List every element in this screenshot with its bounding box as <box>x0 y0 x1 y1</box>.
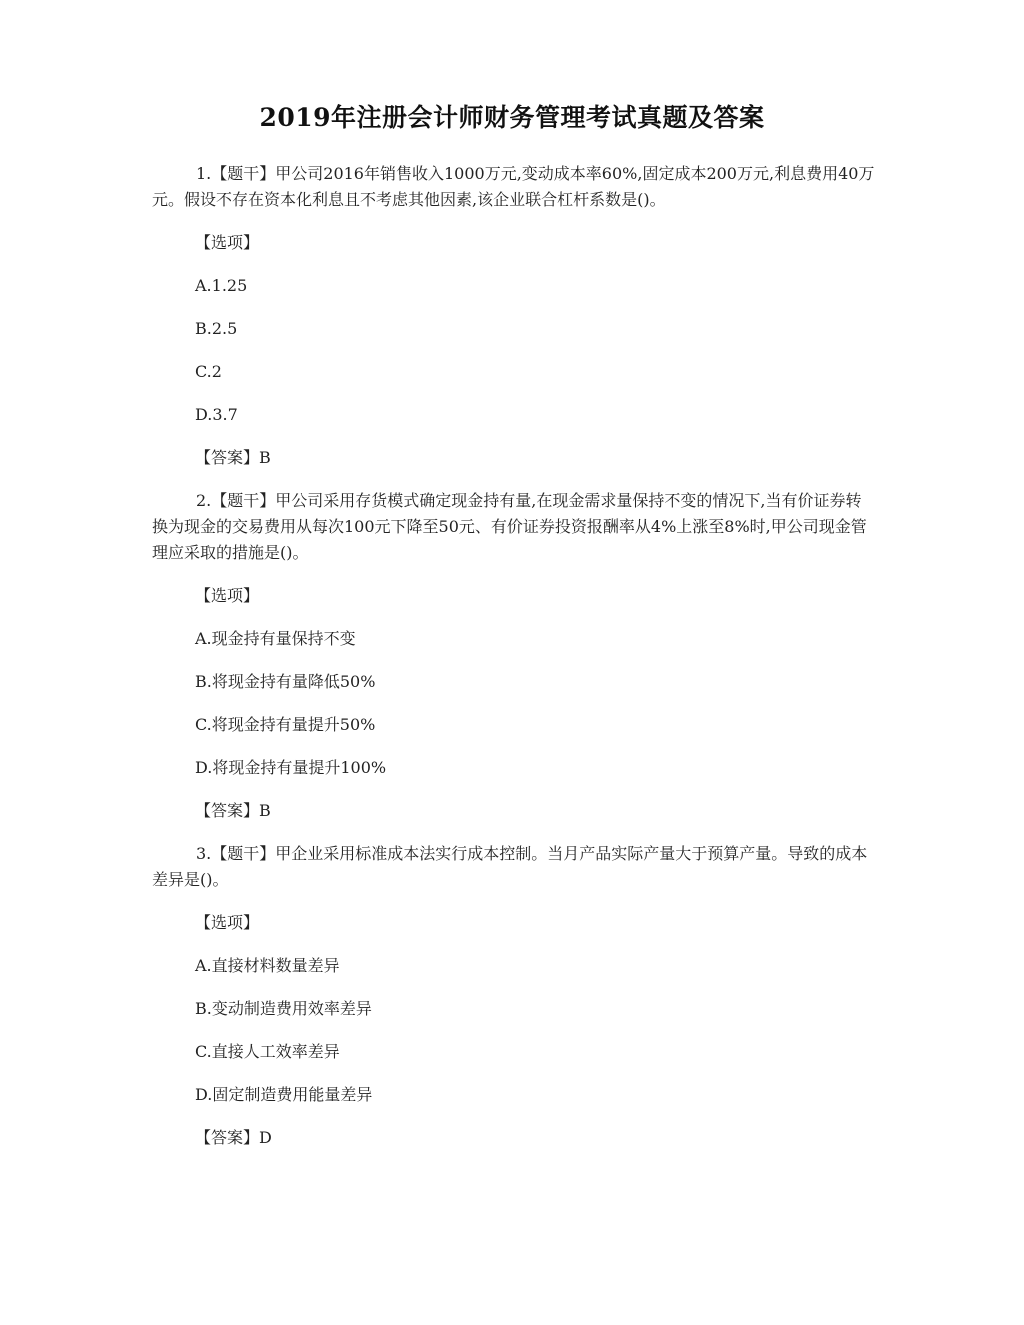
question-2-option-a: A.现金持有量保持不变 <box>195 629 356 648</box>
question-2-stem: 2.【题干】甲公司采用存货模式确定现金持有量,在现金需求量保持不变的情况下,当有价证券转换为现金的交易费用从每次100元下降至50元、有价证券投资报酬率从4%上涨至8%时,甲公司现金管理应采取的措施是()。 <box>152 491 867 562</box>
question-3-stem: 3.【题干】甲企业采用标准成本法实行成本控制。当月产品实际产量大于预算产量。导致的成本差异是()。 <box>152 844 868 889</box>
question-2-answer: 【答案】B <box>195 801 271 820</box>
question-3-options-header: 【选项】 <box>195 913 260 932</box>
question-1-option-a: A.1.25 <box>195 276 248 295</box>
question-1-option-d: D.3.7 <box>195 405 238 424</box>
question-1-option-c: C.2 <box>195 362 222 381</box>
question-1-answer: 【答案】B <box>195 448 271 467</box>
question-2-option-c: C.将现金持有量提升50% <box>195 715 376 734</box>
question-3-answer: 【答案】D <box>195 1128 272 1147</box>
question-1-stem: 1.【题干】甲公司2016年销售收入1000万元,变动成本率60%,固定成本200万元,利息费用40万元。假设不存在资本化利息且不考虑其他因素,该企业联合杠杆系数是()。 <box>152 164 875 209</box>
question-2-option-d: D.将现金持有量提升100% <box>195 758 387 777</box>
document-title: 2019年注册会计师财务管理考试真题及答案 <box>259 103 765 132</box>
question-3-option-b: B.变动制造费用效率差异 <box>195 999 372 1018</box>
question-2-options-header: 【选项】 <box>195 586 260 605</box>
question-1-options-header: 【选项】 <box>195 233 260 252</box>
question-3-option-c: C.直接人工效率差异 <box>195 1042 340 1061</box>
question-1-option-b: B.2.5 <box>195 319 238 338</box>
question-2-option-b: B.将现金持有量降低50% <box>195 672 376 691</box>
question-3-option-d: D.固定制造费用能量差异 <box>195 1085 373 1104</box>
question-3-option-a: A.直接材料数量差异 <box>195 956 340 975</box>
